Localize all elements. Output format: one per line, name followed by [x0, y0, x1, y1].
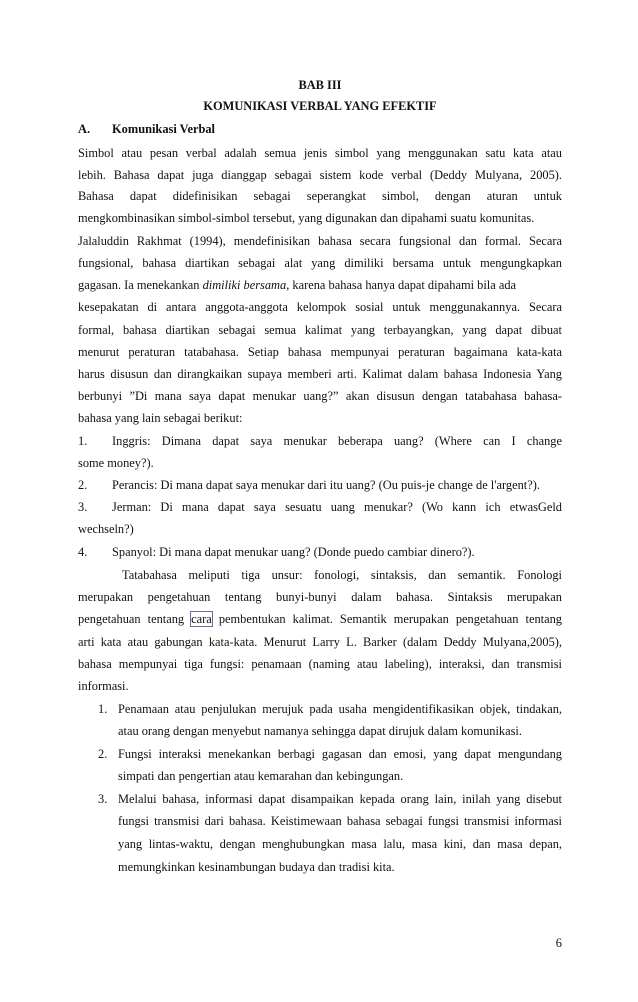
language-text-3: Jerman: Di mana dapat saya sesuatu uang menukar? (Wo kann ich etwasGeld: [112, 500, 562, 514]
function-3-line-1: Melalui bahasa, informasi dapat disampaikan kepada orang lain, inilah yang disebut: [118, 792, 562, 806]
para1-line-9: formal, bahasa diartikan sebagai semua kalimat yang terbayangkan, yang dapat dibuat: [78, 323, 562, 337]
language-num-3: 3.: [78, 500, 88, 514]
language-num-4: 4.: [78, 545, 88, 559]
function-3-line-2: fungsi transmisi dari bahasa. Keistimewaan bahasa sebagai fungsi transmisi informasi: [118, 814, 562, 828]
language-num-2: 2.: [78, 478, 88, 492]
section-title: Komunikasi Verbal: [112, 122, 215, 136]
para2-line-3: [78, 611, 562, 627]
language-item-1-cont: some money?).: [78, 456, 154, 470]
para1-line-7b: , karena bahasa hanya dapat dipahami bila ada: [286, 278, 517, 292]
section-heading: [78, 121, 562, 137]
para1-line-13: bahasa yang lain sebagai berikut:: [78, 411, 243, 425]
para1-line-6: fungsional, bahasa diartikan sebagai alat yang dimiliki bersama untuk mengungkapkan: [78, 256, 562, 270]
para1-line-4: mengkombinasikan simbol-simbol tersebut, yang digunakan dan dipahami suatu komunitas.: [78, 211, 535, 225]
para1-line-8: kesepakatan di antara anggota-anggota kelompok sosial untuk menggunakannya. Secara: [78, 300, 562, 314]
para1-line-7: [78, 277, 562, 293]
function-num-2: 2.: [98, 747, 108, 761]
function-num-3: 3.: [98, 792, 108, 806]
emphasis-dimiliki-bersama: dimiliki bersama: [202, 278, 287, 292]
function-2-line-1: Fungsi interaksi menekankan berbagi gagasan dan emosi, yang dapat mengundang: [118, 747, 562, 761]
language-text-2: Perancis: Di mana dapat saya menukar dari itu uang? (Ou puis-je change de l'argent?).: [112, 478, 540, 492]
chapter-label: BAB III: [298, 78, 342, 92]
para2-line-6: informasi.: [78, 679, 129, 693]
para1-line-1: Simbol atau pesan verbal adalah semua jenis simbol yang menggunakan satu kata atau: [78, 146, 562, 160]
para2-line-3c: pembentukan kalimat. Semantik merupakan pengetahuan tentang: [218, 612, 562, 626]
para2-line-3a: pengetahuan tentang: [78, 612, 185, 626]
chapter-title: KOMUNIKASI VERBAL YANG EFEKTIF: [203, 99, 437, 113]
function-3-line-3: yang lintas-waktu, dengan menghubungkan masa lalu, masa kini, dan masa depan,: [118, 837, 562, 851]
highlighted-word-cara: cara: [191, 612, 212, 626]
para2-line-2: merupakan pengetahuan tentang bunyi-bunyi dalam bahasa. Sintaksis merupakan: [78, 590, 562, 604]
function-1-line-1: Penamaan atau penjulukan merujuk pada usaha mengidentifikasikan objek, tindakan,: [118, 702, 562, 716]
para1-line-10: menurut peraturan tatabahasa. Setiap bahasa mempunyai peraturan bagaimana kata-kata: [78, 345, 562, 359]
para1-line-5: Jalaluddin Rakhmat (1994), mendefinisikan bahasa secara fungsional dan formal. Secara: [78, 234, 562, 248]
para1-line-2: lebih. Bahasa dapat juga dianggap sebagai sistem kode verbal (Deddy Mulyana, 2005).: [78, 168, 562, 182]
section-label: A.: [78, 122, 91, 136]
para2-line-1: Tatabahasa meliputi tiga unsur: fonologi, sintaksis, dan semantik. Fonologi: [122, 568, 562, 582]
language-text-1: Inggris: Dimana dapat saya menukar beberapa uang? (Where can I change: [112, 434, 562, 448]
language-text-4: Spanyol: Di mana dapat menukar uang? (Donde puedo cambiar dinero?).: [112, 545, 475, 559]
para1-line-12: berbunyi ”Di mana saya dapat menukar uang?” akan disusun dengan tatabahasa bahasa-: [78, 389, 562, 403]
para2-line-4: arti kata atau gabungan kata-kata. Menurut Larry L. Barker (dalam Deddy Mulyana,2005),: [78, 635, 562, 649]
para1-line-3: Bahasa dapat didefinisikan sebagai seperangkat simbol, dengan aturan untuk: [78, 189, 562, 203]
page-number: 6: [555, 936, 562, 950]
language-item-3-cont: wechseln?): [78, 522, 134, 536]
para1-line-7a: gagasan. Ia menekankan: [78, 278, 200, 292]
language-num-1: 1.: [78, 434, 88, 448]
function-3-line-4: memungkinkan kesinambungan budaya dan tradisi kita.: [118, 860, 395, 874]
para1-line-11: harus disusun dan dirangkaikan supaya memberi arti. Kalimat dalam bahasa Indonesia Yang: [78, 367, 562, 381]
para2-line-5: bahasa mempunyai tiga fungsi: penamaan (naming atau labeling), interaksi, dan transmisi: [78, 657, 562, 671]
function-2-line-2: simpati dan pengertian atau kemarahan dan kebingungan.: [118, 769, 404, 783]
function-num-1: 1.: [98, 702, 108, 716]
function-1-line-2: atau orang dengan menyebut namanya sehingga dapat dirujuk dalam komunikasi.: [118, 724, 522, 738]
